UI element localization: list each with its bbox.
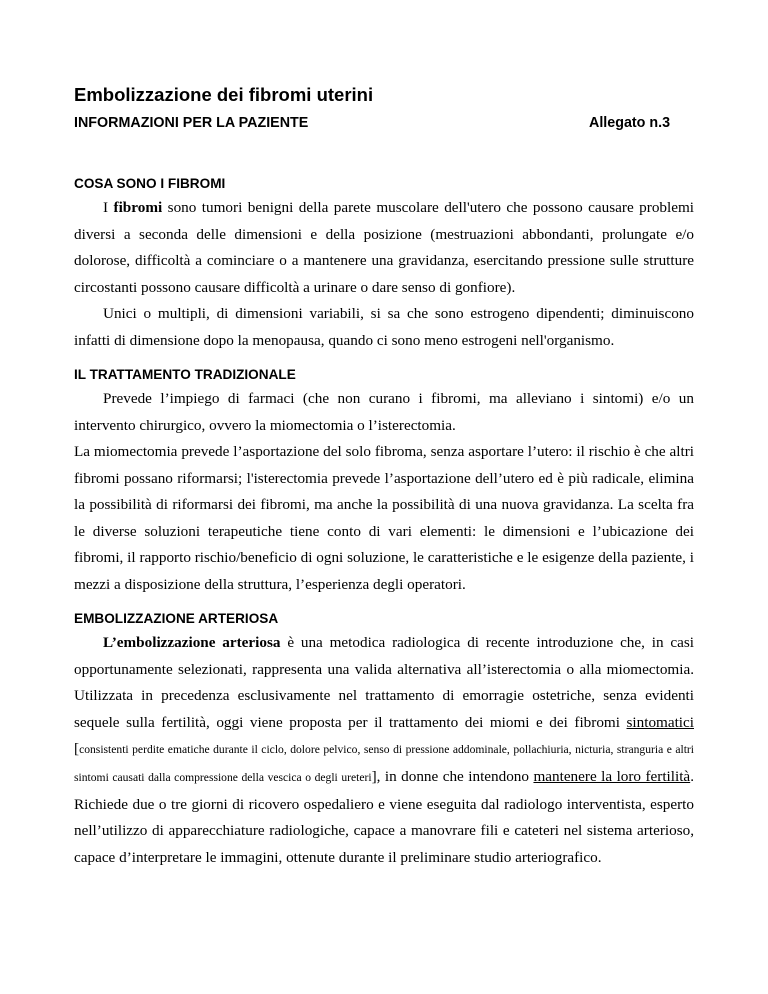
- section-heading-embolizzazione: EMBOLIZZAZIONE ARTERIOSA: [74, 611, 279, 626]
- underlined-sintomatici: sintomatici: [626, 713, 694, 731]
- bold-term-fibromi: fibromi: [113, 199, 163, 216]
- symptoms-list: consistenti perdite ematiche durante il ciclo, dolore pelvico, senso di pressione addominale, pollachiuria, nicturia, stranguria e altri sintomi causati dalla compressione della vescica o degli ureteri: [74, 743, 694, 784]
- paragraph-embolizzazione: [74, 630, 694, 871]
- paragraph-trattamento-intro: Prevede l’impiego di farmaci (che non curano i fibromi, ma alleviano i sintomi) e/o un intervento chirurgico, ovvero la miomectomia o l’isterectomia.: [74, 390, 694, 434]
- paragraph-trattamento-details: La miomectomia prevede l’asportazione del solo fibroma, senza asportare l’utero: il rischio è che altri fibromi possano riformarsi; l'isterectomia prevede l’asportazione dell’utero ed è più radicale, elimina la possibilità di riformarsi dei fibromi, ma anche la possibilità di una nuova gravidanza. La scelta fra le diverse soluzioni terapeutiche tiene conto di vari elementi: le dimensioni e l’ubicazione dei fibromi, il rapporto rischio/beneficio di ogni soluzione, le caratteristiche e le esigenze della paziente, i mezzi a disposizione della struttura, l’esperienza degli operatori.: [74, 443, 694, 593]
- text-run: [: [74, 740, 80, 758]
- text-run: . Richiede due o tre giorni di ricovero ospedaliero e viene eseguita dal radiologo interventista, esperto nell’utilizzo di apparecchiature radiologiche, capace a manovrare fili e cateteri nel sistema arterioso, capace d’interpretare le immagini, ottenute durante il preliminare studio arteriografico.: [74, 767, 694, 866]
- paragraph-fibromi-estrogen: Unici o multipli, di dimensioni variabili, si sa che sono estrogeno dipendenti; diminuiscono infatti di dimensione dopo la menopausa, quando ci sono meno estrogeni nell'organismo.: [74, 305, 694, 349]
- paragraph-fibromi-definition: [74, 195, 694, 301]
- text-run: è una metodica radiologica di recente introduzione che, in casi opportunamente selezionati, rappresenta una valida alternativa all’isterectomia o alla miomectomia. Utilizzata in precedenza esclusivamente nel trattamento di emorragie ostetriche, senza evidenti sequele sulla fertilità, oggi viene proposta per il trattamento dei miomi e dei fibromi: [74, 634, 694, 731]
- annex-label: Allegato n.3: [589, 115, 671, 131]
- text-run: ], in donne che intendono: [371, 767, 534, 785]
- section-heading-trattamento: IL TRATTAMENTO TRADIZIONALE: [74, 367, 296, 382]
- section-heading-fibromi: COSA SONO I FIBROMI: [74, 176, 226, 191]
- bold-term-embolizzazione: L’embolizzazione arteriosa: [103, 634, 281, 651]
- text-run: sono tumori benigni della parete muscolare dell'utero che possono causare problemi diversi a seconda delle dimensioni e della posizione (mestruazioni abbondanti, prolungate e/o dolorose, difficoltà a cominciare o a mantenere una gravidanza, esercitando pressione sulle strutture circostanti possono causare difficoltà a urinare o dare senso di gonfiore).: [74, 199, 695, 296]
- text-run: I: [103, 199, 114, 216]
- underlined-fertilita: mantenere la loro fertilità: [533, 767, 691, 785]
- document-title: Embolizzazione dei fibromi uterini: [74, 84, 374, 105]
- document-subtitle: INFORMAZIONI PER LA PAZIENTE: [74, 115, 309, 131]
